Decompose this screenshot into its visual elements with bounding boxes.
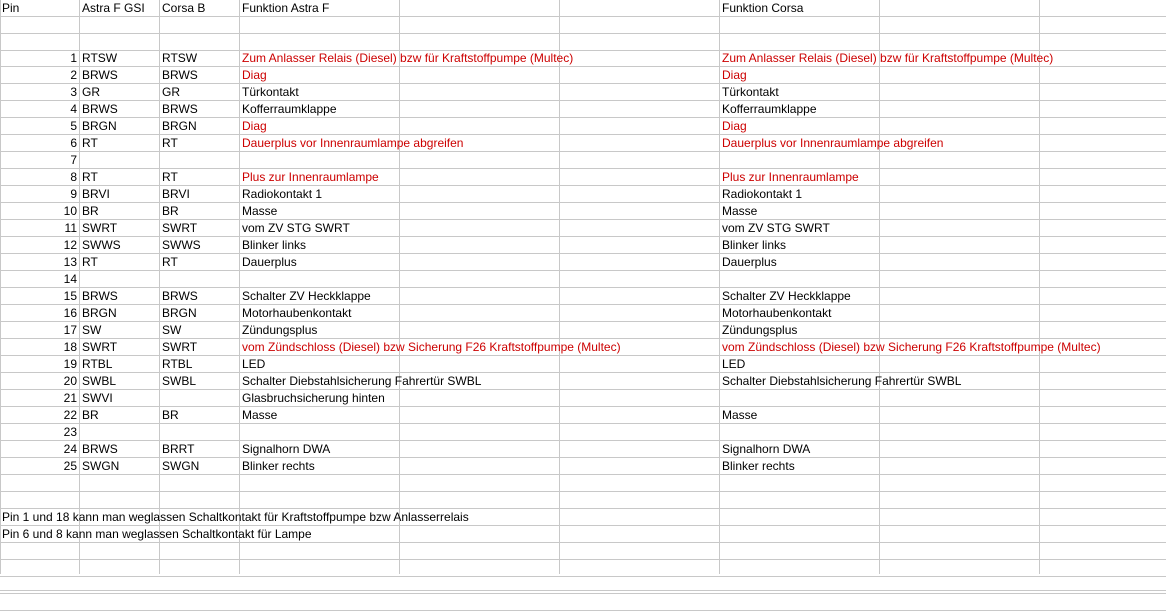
note-line[interactable]: Pin 1 und 18 kann man weglassen Schaltkontakt für Kraftstoffpumpe bzw Anlasserrelais	[2, 510, 469, 524]
cell-funktion-corsa[interactable]: Schalter Diebstahlsicherung Fahrertür SWBL	[722, 374, 962, 388]
cell-astra-color[interactable]: RT	[82, 136, 98, 150]
cell-corsa-color[interactable]: SWRT	[162, 221, 198, 235]
cell-astra-color[interactable]: BR	[82, 204, 99, 218]
cell-funktion-astra[interactable]: LED	[242, 357, 266, 371]
cell-pin[interactable]: 1	[70, 51, 77, 65]
cell-astra-color[interactable]: BRWS	[82, 442, 118, 456]
cell-funktion-astra[interactable]: vom Zündschloss (Diesel) bzw Sicherung F26 Kraftstoffpumpe (Multec)	[242, 340, 621, 354]
cell-pin[interactable]: 3	[70, 85, 77, 99]
cell-corsa-color[interactable]: SWBL	[162, 374, 197, 388]
cell-funktion-corsa[interactable]: Zündungsplus	[722, 323, 798, 337]
cell-funktion-astra[interactable]: Signalhorn DWA	[242, 442, 331, 456]
cell-astra-color[interactable]: SWVI	[82, 391, 113, 405]
cell-funktion-corsa[interactable]: Plus zur Innenraumlampe	[722, 170, 859, 184]
header-pin[interactable]: Pin	[2, 1, 20, 15]
cell-astra-color[interactable]: RT	[82, 255, 98, 269]
cell-funktion-corsa[interactable]: Diag	[722, 119, 747, 133]
cell-astra-color[interactable]: BRWS	[82, 68, 118, 82]
cell-funktion-corsa[interactable]	[722, 152, 1162, 169]
cell-corsa-color[interactable]: GR	[162, 85, 180, 99]
cell-funktion-corsa[interactable]	[722, 271, 1162, 288]
cell-funktion-corsa[interactable]: Dauerplus	[722, 255, 777, 269]
grid-row-line	[0, 576, 1166, 577]
cell-corsa-color[interactable]: BR	[162, 408, 179, 422]
cell-funktion-astra[interactable]: vom ZV STG SWRT	[242, 221, 350, 235]
cell-corsa-color[interactable]: BR	[162, 204, 179, 218]
grid-row-line	[0, 593, 1166, 594]
cell-funktion-astra[interactable]: Radiokontakt 1	[242, 187, 323, 201]
cell-funktion-astra[interactable]: Zum Anlasser Relais (Diesel) bzw für Kraftstoffpumpe (Multec)	[242, 51, 574, 65]
cell-funktion-corsa[interactable]: Blinker rechts	[722, 459, 795, 473]
cell-funktion-corsa[interactable]: Motorhaubenkontakt	[722, 306, 832, 320]
cell-funktion-corsa[interactable]: Radiokontakt 1	[722, 187, 803, 201]
cell-funktion-corsa[interactable]: Diag	[722, 68, 747, 82]
cell-funktion-astra[interactable]: Schalter Diebstahlsicherung Fahrertür SWBL	[242, 374, 482, 388]
cell-funktion-corsa[interactable]	[722, 390, 1162, 407]
cell-astra-color[interactable]: SW	[82, 323, 102, 337]
header-funktion-corsa[interactable]: Funktion Corsa	[722, 1, 804, 15]
cell-pin[interactable]: 23	[63, 425, 77, 439]
cell-pin[interactable]: 20	[63, 374, 77, 388]
cell-funktion-corsa[interactable]: Masse	[722, 408, 758, 422]
cell-corsa-color[interactable]: RT	[162, 136, 178, 150]
cell-funktion-astra[interactable]: Türkontakt	[242, 85, 299, 99]
cell-corsa-color[interactable]: SWGN	[162, 459, 200, 473]
cell-corsa-color[interactable]: BRGN	[162, 119, 197, 133]
cell-astra-color[interactable]: BRGN	[82, 119, 117, 133]
cell-corsa-color[interactable]: BRGN	[162, 306, 197, 320]
cell-funktion-astra[interactable]: Diag	[242, 68, 267, 82]
cell-astra-color[interactable]: BRWS	[82, 289, 118, 303]
cell-corsa-color[interactable]	[162, 152, 238, 169]
cell-funktion-astra[interactable]: Dauerplus	[242, 255, 297, 269]
cell-astra-color[interactable]: RT	[82, 170, 98, 184]
cell-corsa-color[interactable]: SWWS	[162, 238, 201, 252]
cell-funktion-astra[interactable]: Schalter ZV Heckklappe	[242, 289, 371, 303]
cell-pin[interactable]: 11	[64, 221, 77, 235]
cell-corsa-color[interactable]: SW	[162, 323, 182, 337]
cell-pin[interactable]: 2	[70, 68, 77, 82]
cell-corsa-color[interactable]: BRWS	[162, 102, 198, 116]
cell-pin[interactable]: 14	[63, 272, 77, 286]
cell-astra-color[interactable]	[82, 271, 158, 288]
cell-corsa-color[interactable]: BRWS	[162, 289, 198, 303]
cell-funktion-astra[interactable]: Diag	[242, 119, 267, 133]
cell-pin[interactable]: 25	[63, 459, 77, 473]
cell-corsa-color[interactable]: RTBL	[162, 357, 193, 371]
cell-funktion-astra[interactable]: Motorhaubenkontakt	[242, 306, 352, 320]
cell-funktion-astra[interactable]: Dauerplus vor Innenraumlampe abgreifen	[242, 136, 464, 150]
cell-pin[interactable]: 21	[63, 391, 77, 405]
cell-pin[interactable]: 5	[70, 119, 77, 133]
cell-corsa-color[interactable]: SWRT	[162, 340, 198, 354]
cell-pin[interactable]: 10	[63, 204, 77, 218]
cell-astra-color[interactable]: BRGN	[82, 306, 117, 320]
cell-funktion-corsa[interactable]: Türkontakt	[722, 85, 779, 99]
cell-corsa-color[interactable]	[162, 390, 238, 407]
cell-corsa-color[interactable]	[162, 271, 238, 288]
cell-astra-color[interactable]: BRVI	[82, 187, 110, 201]
cell-corsa-color[interactable]: RT	[162, 255, 178, 269]
cell-pin[interactable]: 7	[70, 153, 77, 167]
grid-row-line	[0, 33, 1166, 34]
cell-funktion-astra[interactable]: Blinker links	[242, 238, 307, 252]
cell-astra-color[interactable]: BRWS	[82, 102, 118, 116]
cell-funktion-corsa[interactable]	[722, 424, 1162, 441]
cell-funktion-astra[interactable]: Masse	[242, 408, 278, 422]
cell-astra-color[interactable]: SWWS	[82, 238, 121, 252]
cell-pin[interactable]: 22	[63, 408, 77, 422]
cell-pin[interactable]: 16	[63, 306, 77, 320]
grid-row-line	[0, 590, 1166, 591]
cell-funktion-astra[interactable]	[242, 152, 712, 169]
cell-pin[interactable]: 19	[63, 357, 77, 371]
cell-pin[interactable]: 4	[70, 102, 77, 116]
cell-pin[interactable]: 13	[63, 255, 77, 269]
cell-corsa-color[interactable]	[162, 424, 238, 441]
cell-corsa-color[interactable]: BRWS	[162, 68, 198, 82]
cell-funktion-corsa[interactable]: Schalter ZV Heckklappe	[722, 289, 851, 303]
cell-funktion-astra[interactable]: Masse	[242, 204, 278, 218]
cell-astra-color[interactable]: RTBL	[82, 357, 113, 371]
grid-row-line	[0, 559, 1166, 560]
cell-pin[interactable]: 8	[70, 170, 77, 184]
cell-funktion-astra[interactable]: Plus zur Innenraumlampe	[242, 170, 379, 184]
cell-pin[interactable]: 17	[63, 323, 77, 337]
cell-astra-color[interactable]	[82, 152, 158, 169]
cell-pin[interactable]: 12	[63, 238, 77, 252]
cell-astra-color[interactable]: SWBL	[82, 374, 117, 388]
cell-corsa-color[interactable]: RTSW	[162, 51, 198, 65]
header-funktion-astra[interactable]: Funktion Astra F	[242, 1, 330, 15]
header-astra[interactable]: Astra F GSI	[82, 1, 145, 15]
cell-funktion-corsa[interactable]: Masse	[722, 204, 758, 218]
cell-funktion-corsa[interactable]: vom ZV STG SWRT	[722, 221, 830, 235]
cell-pin[interactable]: 15	[63, 289, 77, 303]
cell-astra-color[interactable]: SWGN	[82, 459, 120, 473]
cell-corsa-color[interactable]: RT	[162, 170, 178, 184]
cell-corsa-color[interactable]: BRVI	[162, 187, 190, 201]
cell-pin[interactable]: 18	[63, 340, 77, 354]
header-corsa[interactable]: Corsa B	[162, 1, 206, 15]
cell-funktion-corsa[interactable]: Blinker links	[722, 238, 787, 252]
cell-funktion-corsa[interactable]: Signalhorn DWA	[722, 442, 811, 456]
cell-corsa-color[interactable]: BRRT	[162, 442, 195, 456]
cell-funktion-corsa[interactable]: vom Zündschloss (Diesel) bzw Sicherung F26 Kraftstoffpumpe (Multec)	[722, 340, 1101, 354]
cell-pin[interactable]: 24	[63, 442, 77, 456]
cell-funktion-astra[interactable]: Blinker rechts	[242, 459, 315, 473]
cell-astra-color[interactable]: SWRT	[82, 340, 118, 354]
cell-funktion-astra[interactable]: Kofferraumklappe	[242, 102, 337, 116]
grid-row-line	[0, 491, 1166, 492]
cell-funktion-corsa[interactable]: LED	[722, 357, 746, 371]
note-line[interactable]: Pin 6 und 8 kann man weglassen Schaltkontakt für Lampe	[2, 527, 312, 541]
cell-funktion-astra[interactable]: Glasbruchsicherung hinten	[242, 391, 385, 405]
cell-funktion-astra[interactable]: Zündungsplus	[242, 323, 318, 337]
cell-funktion-corsa[interactable]: Dauerplus vor Innenraumlampe abgreifen	[722, 136, 944, 150]
cell-funktion-astra[interactable]	[242, 424, 712, 441]
cell-funktion-corsa[interactable]: Zum Anlasser Relais (Diesel) bzw für Kraftstoffpumpe (Multec)	[722, 51, 1054, 65]
cell-pin[interactable]: 9	[70, 187, 77, 201]
cell-funktion-corsa[interactable]: Kofferraumklappe	[722, 102, 817, 116]
cell-pin[interactable]: 6	[70, 136, 77, 150]
cell-astra-color[interactable]: BR	[82, 408, 99, 422]
cell-astra-color[interactable]: SWRT	[82, 221, 118, 235]
cell-funktion-astra[interactable]	[242, 271, 712, 288]
cell-astra-color[interactable]: GR	[82, 85, 100, 99]
cell-astra-color[interactable]	[82, 424, 158, 441]
cell-astra-color[interactable]: RTSW	[82, 51, 118, 65]
